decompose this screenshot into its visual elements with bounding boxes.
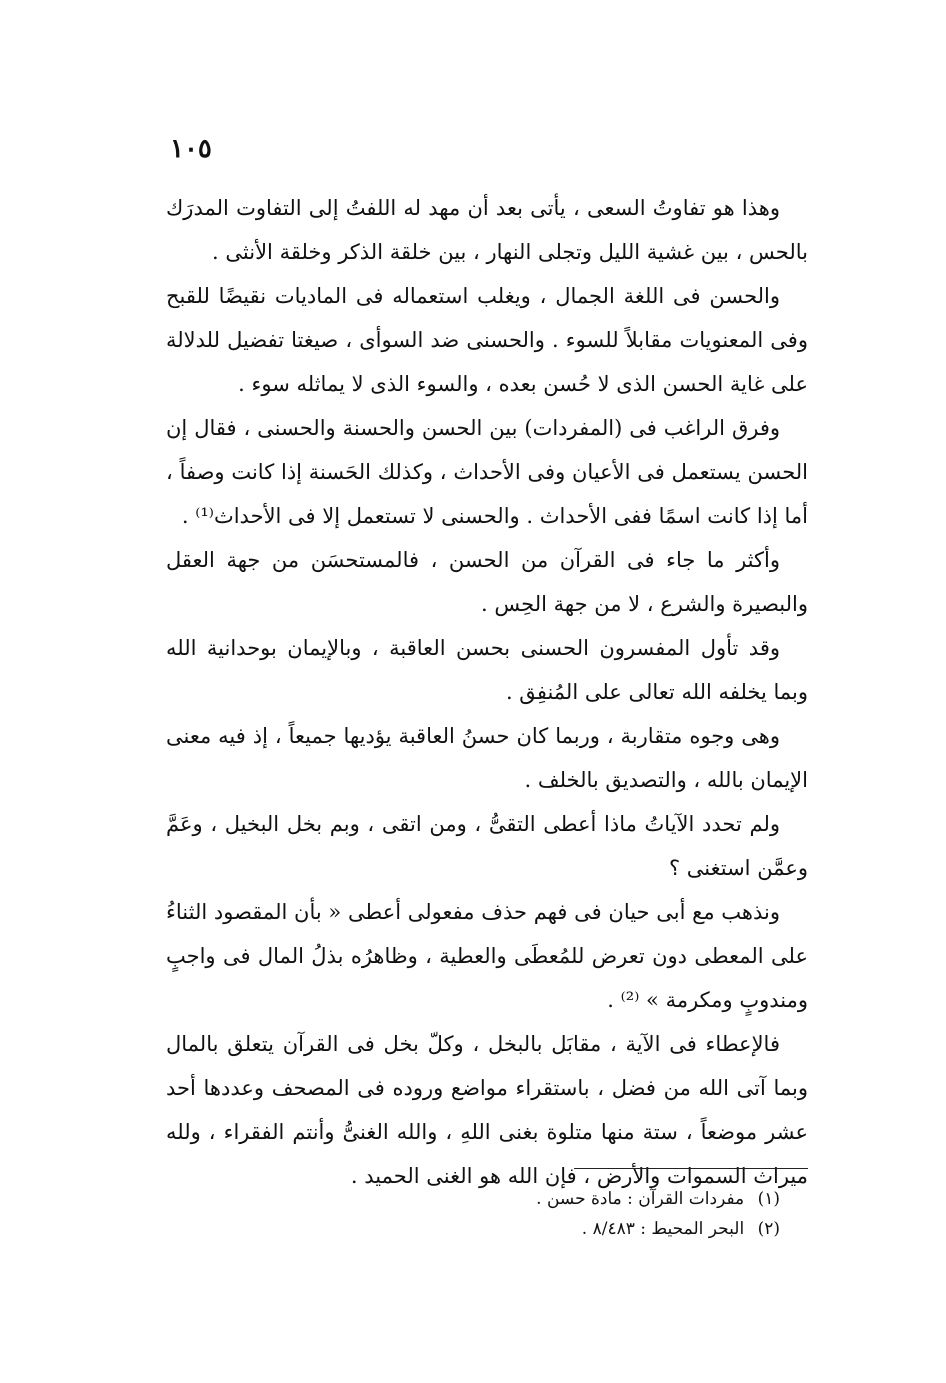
footnote-separator xyxy=(574,1168,808,1169)
body-text xyxy=(166,186,808,1198)
paragraph: وقد تأول المفسرون الحسنى بحسن العاقبة ، وبالإيمان بوحدانية الله وبما يخلفه الله تعالى على المُنفِق . xyxy=(166,636,808,704)
paragraph: وفرق الراغب فى (المفردات) بين الحسن والحسنة والحسنى ، فقال إن الحسن يستعمل فى الأعيان وفى الأحداث ، وكذلك الحَسنة إذا كانت وصفاً ، أما إذا كانت اسمًا ففى الأحداث . والحسنى لا تستعمل إلا فى الأحداث⁽¹⁾ . xyxy=(166,416,808,528)
footnote-text: مفردات القرآن : مادة حسن . xyxy=(536,1189,745,1209)
paragraph: وهى وجوه متقاربة ، وربما كان حسنُ العاقبة يؤديها جميعاً ، إذ فيه معنى الإيمان بالله ، والتصديق بالخلف . xyxy=(166,724,808,792)
footnote-2 xyxy=(400,1214,780,1244)
footnotes xyxy=(400,1184,780,1244)
footnote-1 xyxy=(400,1184,780,1214)
footnote-number: (١) xyxy=(757,1189,780,1209)
footnote-number: (٢) xyxy=(757,1219,780,1239)
paragraph: ونذهب مع أبى حيان فى فهم حذف مفعولى أعطى « بأن المقصود الثناءُ على المعطى دون تعرض للمُعطَى والعطية ، وظاهرُه بذلُ المال فى واجبٍ ومندوبٍ ومكرمة » ⁽²⁾ . xyxy=(166,900,808,1012)
footnote-text: البحر المحيط : ٨/٤٨٣ . xyxy=(581,1219,745,1239)
page-number: ١٠٥ xyxy=(170,134,212,164)
paragraph: ولم تحدد الآياتُ ماذا أعطى التقىُّ ، ومن اتقى ، وبم بخل البخيل ، وعَمَّ وعمَّن استغنى ؟ xyxy=(166,812,808,880)
paragraph: والحسن فى اللغة الجمال ، ويغلب استعماله فى الماديات نقيضًا للقبح وفى المعنويات مقابلاً للسوء . والحسنى ضد السوأى ، صيغتا تفضيل للدلالة على غاية الحسن الذى لا حُسن بعده ، والسوء الذى لا يماثله سوء . xyxy=(166,284,808,396)
paragraph: فالإعطاء فى الآية ، مقابَل بالبخل ، وكلّ بخل فى القرآن يتعلق بالمال وبما آتى الله من فضل ، باستقراء مواضع وروده فى المصحف وعددها أحد عشر موضعاً ، ستة منها متلوة بغنى اللهِ ، والله الغنىُّ وأنتم الفقراء ، ولله ميراث السموات والأرض ، فإن الله هو الغنى الحميد . xyxy=(166,1032,808,1188)
paragraph: وأكثر ما جاء فى القرآن من الحسن ، فالمستحسَن من جهة العقل والبصيرة والشرع ، لا من جهة الحِس . xyxy=(166,548,808,616)
paragraph: وهذا هو تفاوتُ السعى ، يأتى بعد أن مهد له اللفتُ إلى التفاوت المدرَك بالحس ، بين غشية الليل وتجلى النهار ، بين خلقة الذكر وخلقة الأنثى . xyxy=(166,196,808,264)
